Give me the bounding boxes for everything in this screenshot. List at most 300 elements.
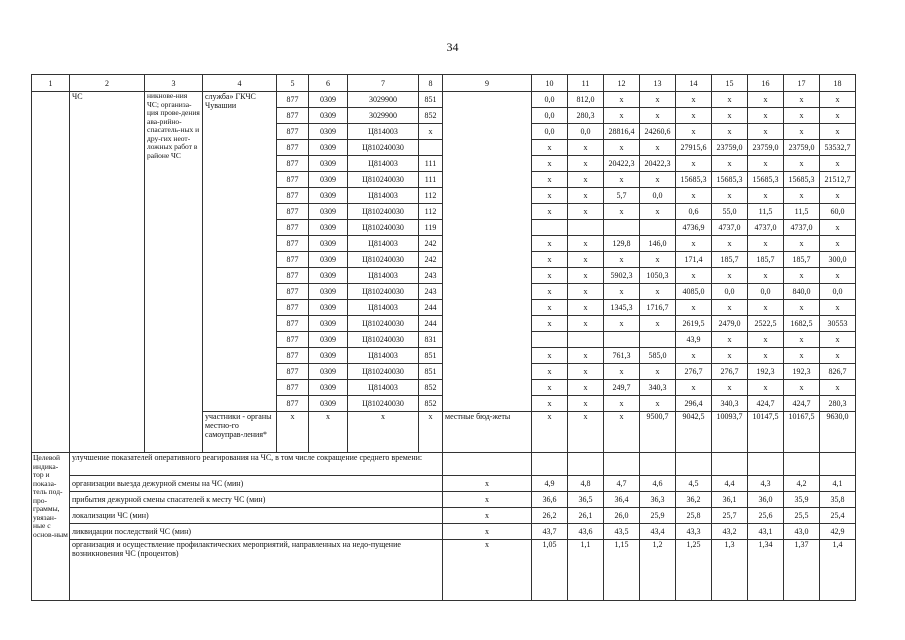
value-cell: x: [820, 188, 856, 204]
indicator-row: [32, 524, 856, 540]
value-cell: 276,7: [676, 364, 712, 380]
page-number: 34: [446, 40, 459, 54]
target-code: Ц810240030: [348, 140, 419, 156]
value-cell: x: [784, 188, 820, 204]
value-cell: x: [604, 396, 640, 412]
empty-cell: [604, 453, 640, 476]
expense-code: 112: [419, 188, 443, 204]
value-cell: 4,7: [604, 476, 640, 492]
value-cell: 5,7: [604, 188, 640, 204]
value-cell: x: [568, 188, 604, 204]
indicator-unit-cell: x: [443, 508, 532, 524]
value-cell: x: [712, 268, 748, 284]
indicator-unit-cell: x: [443, 524, 532, 540]
value-cell: x: [532, 156, 568, 172]
value-cell: 26,1: [568, 508, 604, 524]
value-cell: x: [532, 284, 568, 300]
expense-code: x: [419, 124, 443, 140]
value-cell: 9042,5: [676, 412, 712, 453]
value-cell: x: [748, 188, 784, 204]
value-cell: x: [748, 300, 784, 316]
ministry-code: 877: [277, 236, 309, 252]
value-cell: 27915,6: [676, 140, 712, 156]
section-code: 0309: [309, 380, 348, 396]
value-cell: x: [532, 348, 568, 364]
value-cell: x: [604, 108, 640, 124]
indicator-header-row: [32, 453, 856, 476]
empty-cell: [712, 453, 748, 476]
indicator-row: [32, 476, 856, 492]
value-cell: 43,0: [784, 524, 820, 540]
value-cell: 4085,0: [676, 284, 712, 300]
value-cell: 10147,5: [748, 412, 784, 453]
value-cell: 192,3: [784, 364, 820, 380]
column-number: 17: [784, 75, 820, 92]
value-cell: x: [640, 204, 676, 220]
value-cell: 43,9: [676, 332, 712, 348]
value-cell: 4,1: [820, 476, 856, 492]
value-cell: 4,2: [784, 476, 820, 492]
value-cell: x: [640, 252, 676, 268]
value-cell: x: [820, 348, 856, 364]
value-cell: 36,3: [640, 492, 676, 508]
indicator-header: улучшение показателей оперативного реагирования на ЧС, в том числе сокращение среднего времени:: [70, 453, 443, 476]
executor-name: служба» ГКЧС Чувашии: [203, 92, 277, 412]
value-cell: x: [532, 172, 568, 188]
value-cell: x: [604, 140, 640, 156]
value-cell: 424,7: [748, 396, 784, 412]
value-cell: x: [820, 108, 856, 124]
empty-cell: [443, 453, 532, 476]
value-cell: x: [532, 316, 568, 332]
value-cell: x: [532, 204, 568, 220]
target-code: Ц810240030: [348, 284, 419, 300]
value-cell: x: [568, 348, 604, 364]
value-cell: 36,5: [568, 492, 604, 508]
ministry-code: 877: [277, 300, 309, 316]
value-cell: 1,2: [640, 540, 676, 601]
value-cell: x: [820, 156, 856, 172]
value-cell: x: [532, 268, 568, 284]
value-cell: x: [784, 300, 820, 316]
ministry-code: 877: [277, 284, 309, 300]
value-cell: 1050,3: [640, 268, 676, 284]
value-cell: x: [676, 236, 712, 252]
target-code: Ц810240030: [348, 252, 419, 268]
target-code: Ц810240030: [348, 220, 419, 236]
value-cell: 9500,7: [640, 412, 676, 453]
section-code: 0309: [309, 188, 348, 204]
value-cell: 0,0: [532, 92, 568, 108]
value-cell: 11,5: [748, 204, 784, 220]
value-cell: x: [676, 156, 712, 172]
value-cell: 280,3: [820, 396, 856, 412]
value-cell: x: [820, 236, 856, 252]
target-code: 3029900: [348, 108, 419, 124]
value-cell: 761,3: [604, 348, 640, 364]
value-cell: 55,0: [712, 204, 748, 220]
value-cell: x: [532, 188, 568, 204]
value-cell: 1,34: [748, 540, 784, 601]
value-cell: 20422,3: [640, 156, 676, 172]
value-cell: x: [568, 252, 604, 268]
value-cell: 1,25: [676, 540, 712, 601]
value-cell: x: [748, 236, 784, 252]
target-code: Ц814003: [348, 124, 419, 140]
value-cell: 4,3: [748, 476, 784, 492]
value-cell: x: [784, 268, 820, 284]
column-number: 8: [419, 75, 443, 92]
target-code: Ц810240030: [348, 396, 419, 412]
ministry-code: 877: [277, 156, 309, 172]
column-number: 15: [712, 75, 748, 92]
section-code: 0309: [309, 268, 348, 284]
value-cell: 26,2: [532, 508, 568, 524]
value-cell: 36,4: [604, 492, 640, 508]
value-cell: x: [820, 300, 856, 316]
expense-code: 831: [419, 332, 443, 348]
value-cell: x: [820, 124, 856, 140]
value-cell: 4,8: [568, 476, 604, 492]
section-code: 0309: [309, 156, 348, 172]
empty-cell: [820, 453, 856, 476]
value-cell: 25,4: [820, 508, 856, 524]
value-cell: 0,0: [748, 284, 784, 300]
value-cell: x: [712, 380, 748, 396]
target-code: Ц810240030: [348, 316, 419, 332]
column-number: 12: [604, 75, 640, 92]
value-cell: 43,5: [604, 524, 640, 540]
value-cell: [532, 220, 568, 236]
value-cell: 21512,7: [820, 172, 856, 188]
value-cell: x: [604, 252, 640, 268]
value-cell: 1682,5: [784, 316, 820, 332]
ministry-code: 877: [277, 188, 309, 204]
value-cell: x: [748, 268, 784, 284]
value-cell: 1,37: [784, 540, 820, 601]
value-cell: x: [784, 156, 820, 172]
target-code: Ц810240030: [348, 364, 419, 380]
value-cell: 60,0: [820, 204, 856, 220]
value-cell: 28816,4: [604, 124, 640, 140]
value-cell: 185,7: [748, 252, 784, 268]
value-cell: x: [748, 108, 784, 124]
expense-code: 111: [419, 172, 443, 188]
value-cell: 185,7: [712, 252, 748, 268]
value-cell: 585,0: [640, 348, 676, 364]
indicator-name: прибытия дежурной смены спасателей к месту ЧС (мин): [70, 492, 443, 508]
target-code: Ц814003: [348, 380, 419, 396]
value-cell: 296,4: [676, 396, 712, 412]
value-cell: 15685,3: [784, 172, 820, 188]
section-code: 0309: [309, 396, 348, 412]
column-number: 6: [309, 75, 348, 92]
value-cell: x: [676, 348, 712, 364]
section-code: 0309: [309, 300, 348, 316]
value-cell: x: [712, 108, 748, 124]
target-code: Ц814003: [348, 268, 419, 284]
ministry-code: 877: [277, 252, 309, 268]
section-name: ЧС: [70, 92, 145, 453]
indicator-unit-cell: x: [443, 492, 532, 508]
value-cell: x: [784, 108, 820, 124]
value-cell: 4737,0: [712, 220, 748, 236]
value-cell: x: [712, 188, 748, 204]
section-code: 0309: [309, 284, 348, 300]
column-number: 3: [145, 75, 203, 92]
ministry-code: 877: [277, 92, 309, 108]
value-cell: 35,9: [784, 492, 820, 508]
value-cell: x: [604, 364, 640, 380]
value-cell: [532, 332, 568, 348]
value-cell: x: [568, 172, 604, 188]
value-cell: 4,9: [532, 476, 568, 492]
column-number: 1: [32, 75, 70, 92]
section-code: 0309: [309, 348, 348, 364]
column-number: 9: [443, 75, 532, 92]
value-cell: 424,7: [784, 396, 820, 412]
value-cell: 5902,3: [604, 268, 640, 284]
indicator-row: [32, 508, 856, 524]
value-cell: 43,4: [640, 524, 676, 540]
value-cell: x: [784, 380, 820, 396]
value-cell: x: [712, 348, 748, 364]
section-code: 0309: [309, 108, 348, 124]
value-cell: 2522,5: [748, 316, 784, 332]
target-code: Ц814003: [348, 156, 419, 172]
value-cell: 249,7: [604, 380, 640, 396]
value-cell: 340,3: [712, 396, 748, 412]
value-cell: 15685,3: [676, 172, 712, 188]
indicator-name: ликвидации последствий ЧС (мин): [70, 524, 443, 540]
ministry-code: 877: [277, 332, 309, 348]
value-cell: x: [568, 284, 604, 300]
value-cell: x: [568, 268, 604, 284]
value-cell: 0,0: [532, 124, 568, 140]
value-cell: 35,8: [820, 492, 856, 508]
value-cell: 0,0: [532, 108, 568, 124]
ministry-code: 877: [277, 268, 309, 284]
ministry-code: 877: [277, 204, 309, 220]
value-cell: 0,0: [640, 188, 676, 204]
value-cell: x: [820, 268, 856, 284]
value-cell: x: [532, 236, 568, 252]
value-cell: x: [532, 252, 568, 268]
target-code: Ц810240030: [348, 204, 419, 220]
expense-code: 852: [419, 396, 443, 412]
code-cell: x: [348, 412, 419, 453]
value-cell: 0,0: [712, 284, 748, 300]
section-code: 0309: [309, 204, 348, 220]
indicator-unit-cell: x: [443, 540, 532, 601]
value-cell: 9630,0: [820, 412, 856, 453]
value-cell: x: [640, 316, 676, 332]
value-cell: 36,1: [712, 492, 748, 508]
value-cell: x: [712, 92, 748, 108]
activity-description: никнове-ния ЧС; организа-ция прове-дения ава-рийно-спасатель-ных и дру-гих неот-ложных работ в районе ЧС: [145, 92, 203, 453]
value-cell: 4,5: [676, 476, 712, 492]
value-cell: x: [532, 412, 568, 453]
section-code: 0309: [309, 236, 348, 252]
value-cell: x: [604, 284, 640, 300]
target-code: Ц814003: [348, 300, 419, 316]
value-cell: 185,7: [784, 252, 820, 268]
value-cell: 300,0: [820, 252, 856, 268]
value-cell: 20422,3: [604, 156, 640, 172]
value-cell: x: [532, 364, 568, 380]
section-code: 0309: [309, 316, 348, 332]
value-cell: 1716,7: [640, 300, 676, 316]
value-cell: x: [640, 140, 676, 156]
funding-source: местные бюд-жеты: [443, 412, 532, 453]
section-code: 0309: [309, 252, 348, 268]
column-number: 13: [640, 75, 676, 92]
value-cell: x: [568, 156, 604, 172]
value-cell: 23759,0: [784, 140, 820, 156]
column-number: 2: [70, 75, 145, 92]
column-number: 11: [568, 75, 604, 92]
value-cell: 23759,0: [712, 140, 748, 156]
target-code: Ц810240030: [348, 172, 419, 188]
value-cell: 1,3: [712, 540, 748, 601]
column-number: 14: [676, 75, 712, 92]
value-cell: 840,0: [784, 284, 820, 300]
value-cell: 812,0: [568, 92, 604, 108]
value-cell: x: [640, 92, 676, 108]
value-cell: x: [748, 92, 784, 108]
value-cell: 2479,0: [712, 316, 748, 332]
funding-source-cell: [443, 92, 532, 412]
empty-cell: [748, 453, 784, 476]
value-cell: 146,0: [640, 236, 676, 252]
header-row: [32, 75, 856, 92]
empty-cell: [568, 453, 604, 476]
expense-code: 112: [419, 204, 443, 220]
ministry-code: 877: [277, 220, 309, 236]
value-cell: 10093,7: [712, 412, 748, 453]
value-cell: 4737,0: [784, 220, 820, 236]
value-cell: x: [640, 396, 676, 412]
expense-code: 244: [419, 316, 443, 332]
ministry-code: 877: [277, 348, 309, 364]
value-cell: 43,3: [676, 524, 712, 540]
value-cell: x: [712, 156, 748, 172]
ministry-code: 877: [277, 172, 309, 188]
ministry-code: 877: [277, 396, 309, 412]
value-cell: 129,8: [604, 236, 640, 252]
indicator-row: [32, 540, 856, 601]
ministry-code: 877: [277, 316, 309, 332]
target-code: Ц814003: [348, 188, 419, 204]
value-cell: x: [676, 92, 712, 108]
value-cell: 42,9: [820, 524, 856, 540]
value-cell: 11,5: [784, 204, 820, 220]
value-cell: x: [604, 412, 640, 453]
value-cell: x: [676, 124, 712, 140]
expense-code: 111: [419, 156, 443, 172]
value-cell: 2619,5: [676, 316, 712, 332]
value-cell: 276,7: [712, 364, 748, 380]
value-cell: [568, 220, 604, 236]
ministry-code: 877: [277, 108, 309, 124]
table-row: [32, 92, 856, 108]
value-cell: 25,5: [784, 508, 820, 524]
value-cell: 1345,3: [604, 300, 640, 316]
value-cell: x: [748, 380, 784, 396]
expense-code: 851: [419, 364, 443, 380]
value-cell: 43,6: [568, 524, 604, 540]
value-cell: x: [568, 316, 604, 332]
value-cell: 4,4: [712, 476, 748, 492]
value-cell: 36,6: [532, 492, 568, 508]
value-cell: x: [568, 140, 604, 156]
section-code: 0309: [309, 140, 348, 156]
value-cell: 1,15: [604, 540, 640, 601]
section-code: 0309: [309, 172, 348, 188]
value-cell: x: [640, 364, 676, 380]
value-cell: x: [604, 172, 640, 188]
value-cell: 4736,9: [676, 220, 712, 236]
value-cell: 10167,5: [784, 412, 820, 453]
value-cell: 171,4: [676, 252, 712, 268]
value-cell: [640, 220, 676, 236]
column-number: 10: [532, 75, 568, 92]
expense-code: 242: [419, 252, 443, 268]
value-cell: x: [568, 380, 604, 396]
value-cell: 26,0: [604, 508, 640, 524]
empty-cell: [532, 453, 568, 476]
value-cell: 43,2: [712, 524, 748, 540]
ministry-code: 877: [277, 124, 309, 140]
value-cell: [604, 220, 640, 236]
value-cell: x: [532, 300, 568, 316]
target-code: Ц810240030: [348, 332, 419, 348]
value-cell: 280,3: [568, 108, 604, 124]
target-code: 3029900: [348, 92, 419, 108]
ministry-code: 877: [277, 364, 309, 380]
target-code: Ц814003: [348, 236, 419, 252]
value-cell: x: [568, 396, 604, 412]
code-cell: x: [309, 412, 348, 453]
value-cell: x: [820, 380, 856, 396]
value-cell: 25,9: [640, 508, 676, 524]
value-cell: [640, 332, 676, 348]
value-cell: 1,4: [820, 540, 856, 601]
value-cell: 0,0: [820, 284, 856, 300]
value-cell: x: [568, 236, 604, 252]
empty-cell: [32, 92, 70, 453]
empty-cell: [640, 453, 676, 476]
empty-cell: [784, 453, 820, 476]
value-cell: 1,05: [532, 540, 568, 601]
value-cell: x: [784, 332, 820, 348]
value-cell: 25,6: [748, 508, 784, 524]
value-cell: x: [712, 332, 748, 348]
value-cell: x: [532, 140, 568, 156]
empty-cell: [676, 453, 712, 476]
column-number: 7: [348, 75, 419, 92]
value-cell: x: [712, 236, 748, 252]
value-cell: 826,7: [820, 364, 856, 380]
column-number: 18: [820, 75, 856, 92]
section-code: 0309: [309, 124, 348, 140]
value-cell: 0,0: [568, 124, 604, 140]
section-code: 0309: [309, 332, 348, 348]
value-cell: x: [604, 204, 640, 220]
expense-code: 242: [419, 236, 443, 252]
value-cell: x: [568, 412, 604, 453]
value-cell: x: [676, 188, 712, 204]
